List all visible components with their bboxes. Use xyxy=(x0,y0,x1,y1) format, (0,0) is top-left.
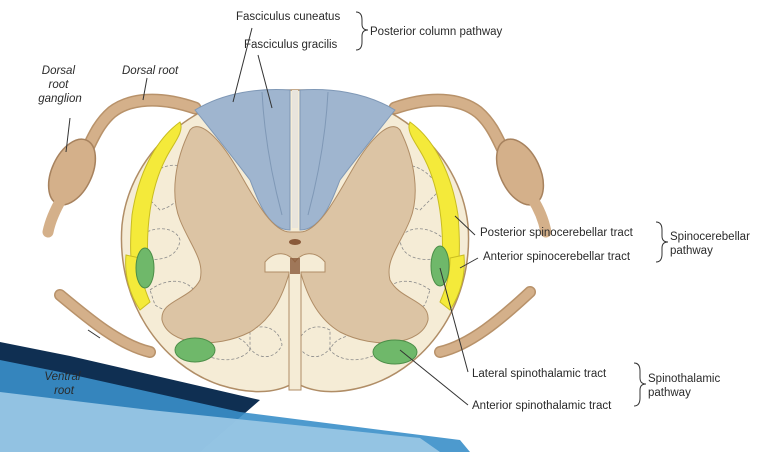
brace-posterior-column xyxy=(356,12,368,50)
brace-spinothalamic xyxy=(634,363,646,406)
anterior-spinothalamic-tract-left xyxy=(175,338,215,362)
label-lateral-spinothalamic-tract: Lateral spinothalamic tract xyxy=(472,368,607,380)
label-fasciculus-cuneatus: Fasciculus cuneatus xyxy=(236,11,341,23)
label-anterior-spinothalamic-tract: Anterior spinothalamic tract xyxy=(472,400,612,412)
lateral-spinothalamic-tract-left xyxy=(136,248,154,288)
label-dorsal-root: Dorsal root xyxy=(122,65,179,77)
label-anterior-spinocerebellar-tract: Anterior spinocerebellar tract xyxy=(483,251,631,263)
label-spinocerebellar-pathway: Spinocerebellar pathway xyxy=(670,231,750,257)
central-canal xyxy=(289,239,301,245)
label-dorsal-root-ganglion: Dorsal root ganglion xyxy=(38,65,82,105)
brace-spinocerebellar xyxy=(656,222,668,262)
label-posterior-column-pathway: Posterior column pathway xyxy=(370,26,503,38)
label-spinothalamic-pathway: Spinothalamic pathway xyxy=(648,373,721,399)
label-posterior-spinocerebellar-tract: Posterior spinocerebellar tract xyxy=(480,227,633,239)
anterior-spinothalamic-tract-right xyxy=(373,340,417,364)
label-ventral-root: Ventral root xyxy=(44,371,81,397)
lateral-spinothalamic-tract-right xyxy=(431,246,449,286)
label-fasciculus-gracilis: Fasciculus gracilis xyxy=(244,39,338,51)
